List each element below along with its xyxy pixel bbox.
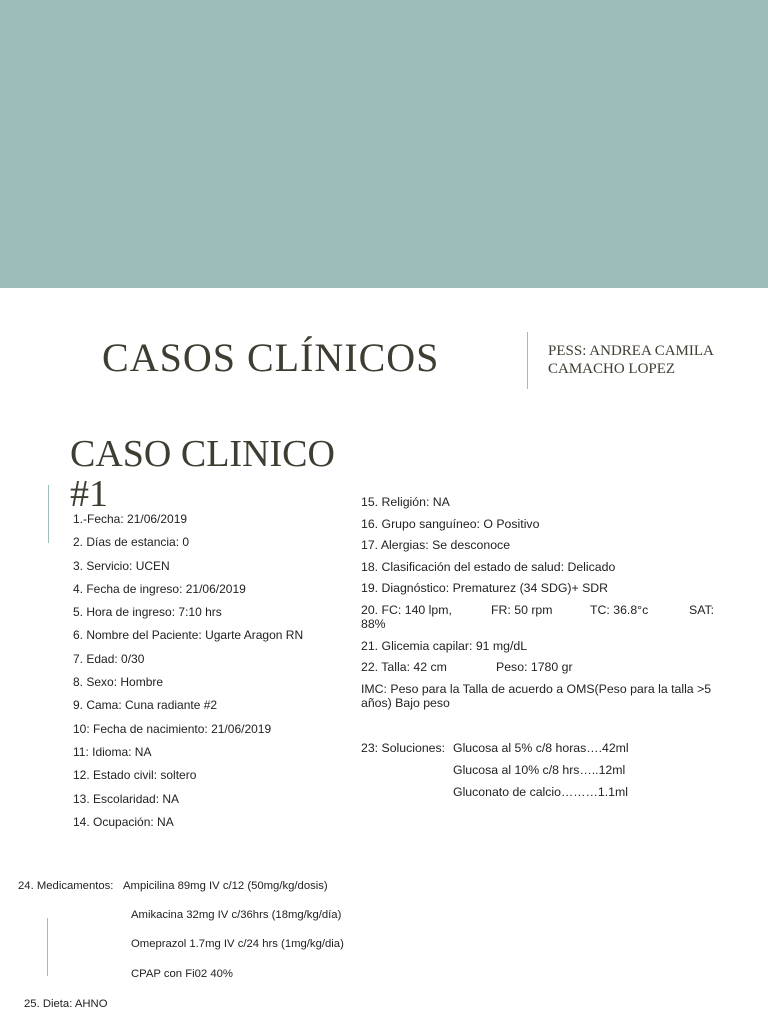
- page-title: CASOS CLÍNICOS: [102, 335, 440, 380]
- list-item: 17. Alergias: Se desconoce: [361, 538, 511, 553]
- talla-peso: [361, 660, 731, 674]
- vital-signs: [361, 603, 731, 631]
- saturation-label: SAT:: [689, 602, 715, 617]
- list-item: 11: Idioma: NA: [73, 744, 152, 759]
- list-item: 6. Nombre del Paciente: Ugarte Aragon RN: [73, 628, 304, 643]
- heart-rate: 20. FC: 140 lpm,: [361, 602, 452, 617]
- list-item: 12. Estado civil: soltero: [73, 768, 197, 783]
- list-item: 2. Días de estancia: 0: [73, 535, 190, 550]
- meds-divider: [47, 918, 48, 976]
- list-item: 19. Diagnóstico: Prematurez (34 SDG)+ SDR: [361, 581, 609, 596]
- list-item: 16. Grupo sanguíneo: O Positivo: [361, 516, 540, 531]
- medicamentos-label: 24. Medicamentos:: [18, 880, 114, 892]
- list-item: 10: Fecha de nacimiento: 21/06/2019: [73, 721, 272, 736]
- dieta: 25. Dieta: AHNO: [24, 998, 108, 1010]
- list-item: 5. Hora de ingreso: 7:10 hrs: [73, 605, 222, 620]
- list-item: 1.-Fecha: 21/06/2019: [73, 512, 188, 526]
- list-item: 13. Escolaridad: NA: [73, 791, 180, 806]
- medication-item: CPAP con Fi02 40%: [131, 968, 233, 980]
- list-item: 15. Religión: NA: [361, 495, 450, 509]
- medication-item: Omeprazol 1.7mg IV c/24 hrs (1mg/kg/dia): [131, 938, 344, 950]
- medication-item: Ampicilina 89mg IV c/12 (50mg/kg/dosis): [123, 880, 328, 892]
- header-banner: [0, 0, 768, 288]
- patient-info-list: [73, 512, 323, 838]
- respiratory-rate: FR: 50 rpm: [491, 602, 553, 617]
- temperature: TC: 36.8°c: [590, 602, 649, 617]
- talla: 22. Talla: 42 cm: [361, 660, 447, 675]
- glicemia: 21. Glicemia capilar: 91 mg/dL: [361, 638, 528, 653]
- list-item: 9. Cama: Cuna radiante #2: [73, 698, 218, 713]
- list-item: 7. Edad: 0/30: [73, 651, 145, 666]
- imc: IMC: Peso para la Talla de acuerdo a OMS(Peso para la talla >5 años) Bajo peso: [361, 681, 712, 710]
- medication-item: Amikacina 32mg IV c/36hrs (18mg/kg/día): [131, 909, 342, 921]
- case-divider: [48, 485, 49, 543]
- list-item: 8. Sexo: Hombre: [73, 675, 164, 690]
- clinical-info-column: [361, 495, 731, 717]
- list-item: 18. Clasificación del estado de salud: Delicado: [361, 559, 616, 574]
- saturation-value: 88%: [361, 616, 386, 631]
- title-divider: [527, 332, 528, 389]
- solution-item: Gluconato de calcio………1.1ml: [453, 785, 628, 799]
- list-item: 4. Fecha de ingreso: 21/06/2019: [73, 581, 246, 596]
- list-item: 14. Ocupación: NA: [73, 814, 174, 829]
- peso: Peso: 1780 gr: [496, 660, 573, 675]
- solution-item: Glucosa al 5% c/8 horas….42ml: [453, 741, 629, 755]
- case-title: CASO CLINICO #1: [70, 433, 335, 515]
- list-item: 3. Servicio: UCEN: [73, 558, 170, 573]
- solution-item: Glucosa al 10% c/8 hrs…..12ml: [453, 763, 626, 777]
- soluciones-label: 23: Soluciones:: [361, 741, 446, 755]
- author-label: PESS: ANDREA CAMILA CAMACHO LOPEZ: [548, 343, 714, 377]
